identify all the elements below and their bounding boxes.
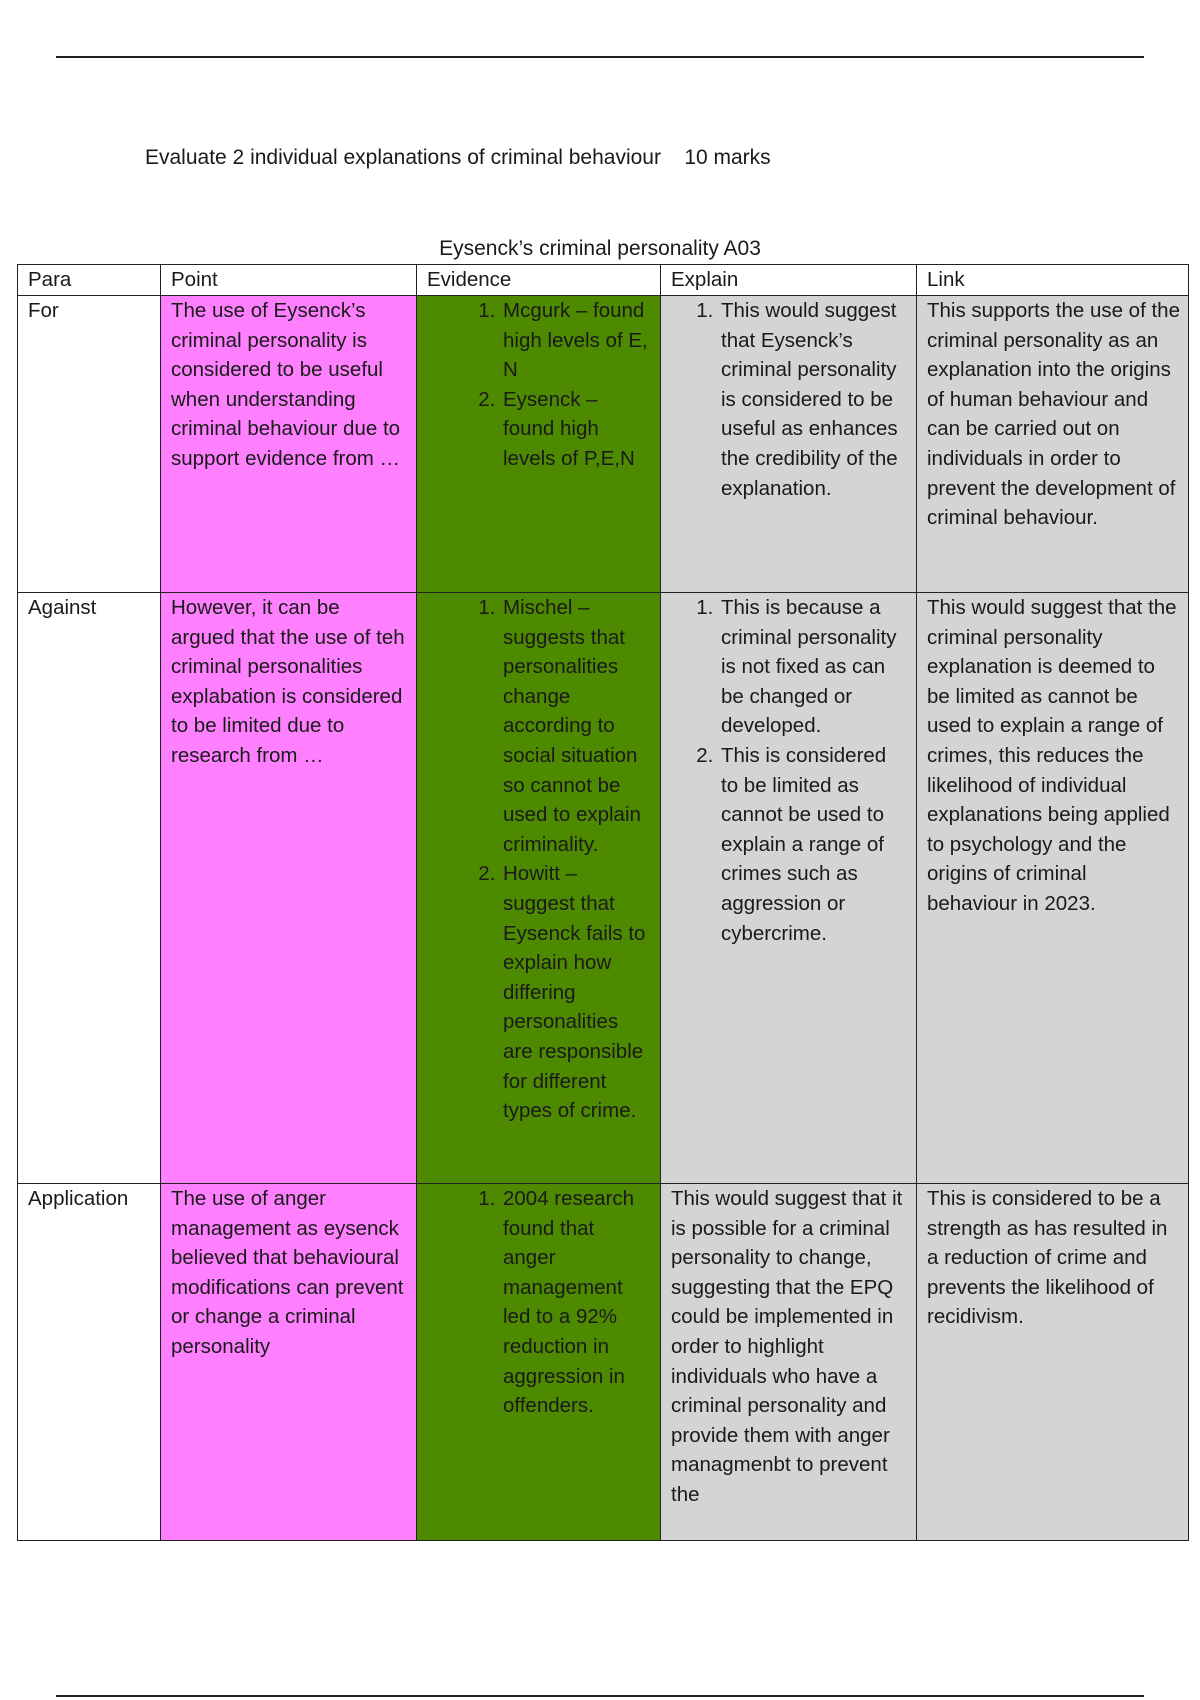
evidence-cell bbox=[417, 296, 661, 593]
para-cell: Application bbox=[18, 1184, 161, 1541]
evidence-list bbox=[427, 1184, 652, 1421]
para-cell: Against bbox=[18, 593, 161, 1184]
header-rule bbox=[56, 56, 1144, 58]
header-para: Para bbox=[18, 265, 161, 296]
evidence-item: 2. Eysenck – found high levels of P,E,N bbox=[501, 385, 652, 474]
table-header-row bbox=[18, 265, 1189, 296]
explain-item: 1. This would suggest that Eysenck’s criminal personality is considered to be useful as enhances the credibility of the explanation. bbox=[719, 296, 908, 503]
table-caption: Eysenck’s criminal personality A03 bbox=[439, 237, 761, 260]
evidence-cell bbox=[417, 593, 661, 1184]
table-row bbox=[18, 296, 1189, 593]
header-point: Point bbox=[161, 265, 417, 296]
table-row bbox=[18, 1184, 1189, 1541]
footer-rule bbox=[56, 1695, 1144, 1697]
link-cell: This supports the use of the criminal personality as an explanation into the origins of human behaviour and can be carried out on individuals in order to prevent the development of criminal behaviour. bbox=[917, 296, 1189, 593]
para-cell: For bbox=[18, 296, 161, 593]
explain-cell: This would suggest that it is possible for a criminal personality to change, suggesting that the EPQ could be implemented in order to highlight individuals who have a criminal personality and provide them with anger managmenbt to prevent the bbox=[661, 1184, 917, 1541]
explain-cell bbox=[661, 593, 917, 1184]
link-cell: This is considered to be a strength as has resulted in a reduction of crime and prevents the likelihood of recidivism. bbox=[917, 1184, 1189, 1541]
evidence-cell bbox=[417, 1184, 661, 1541]
explain-list bbox=[671, 593, 908, 948]
point-cell: The use of anger management as eysenck believed that behavioural modifications can prevent or change a criminal personality bbox=[161, 1184, 417, 1541]
explain-item: 1. This is because a criminal personality is not fixed as can be changed or developed. bbox=[719, 593, 908, 741]
explain-item: 2. This is considered to be limited as cannot be used to explain a range of crimes such as aggression or cybercrime. bbox=[719, 741, 908, 948]
explain-list bbox=[671, 296, 908, 503]
header-evidence: Evidence bbox=[417, 265, 661, 296]
explain-cell bbox=[661, 296, 917, 593]
point-cell: The use of Eysenck’s criminal personality is considered to be useful when understanding criminal behaviour due to support evidence from … bbox=[161, 296, 417, 593]
essay-question: Evaluate 2 individual explanations of criminal behaviour 10 marks bbox=[145, 146, 771, 169]
evidence-item: 1. 2004 research found that anger management led to a 92% reduction in aggression in offenders. bbox=[501, 1184, 652, 1421]
evidence-item: 1. Mcgurk – found high levels of E, N bbox=[501, 296, 652, 385]
evidence-list bbox=[427, 296, 652, 474]
point-cell: However, it can be argued that the use of teh criminal personalities explabation is considered to be limited due to research from … bbox=[161, 593, 417, 1184]
link-cell: This would suggest that the criminal personality explanation is deemed to be limited as cannot be used to explain a range of crimes, this reduces the likelihood of individual explanations being applied to psychology and the origins of criminal behaviour in 2023. bbox=[917, 593, 1189, 1184]
evidence-list bbox=[427, 593, 652, 1126]
table-row bbox=[18, 593, 1189, 1184]
evaluation-table bbox=[17, 264, 1189, 1541]
header-link: Link bbox=[917, 265, 1189, 296]
header-explain: Explain bbox=[661, 265, 917, 296]
evidence-item: 2. Howitt – suggest that Eysenck fails to explain how differing personalities are responsible for different types of crime. bbox=[501, 859, 652, 1125]
evidence-item: 1. Mischel – suggests that personalities change according to social situation so cannot be used to explain criminality. bbox=[501, 593, 652, 859]
